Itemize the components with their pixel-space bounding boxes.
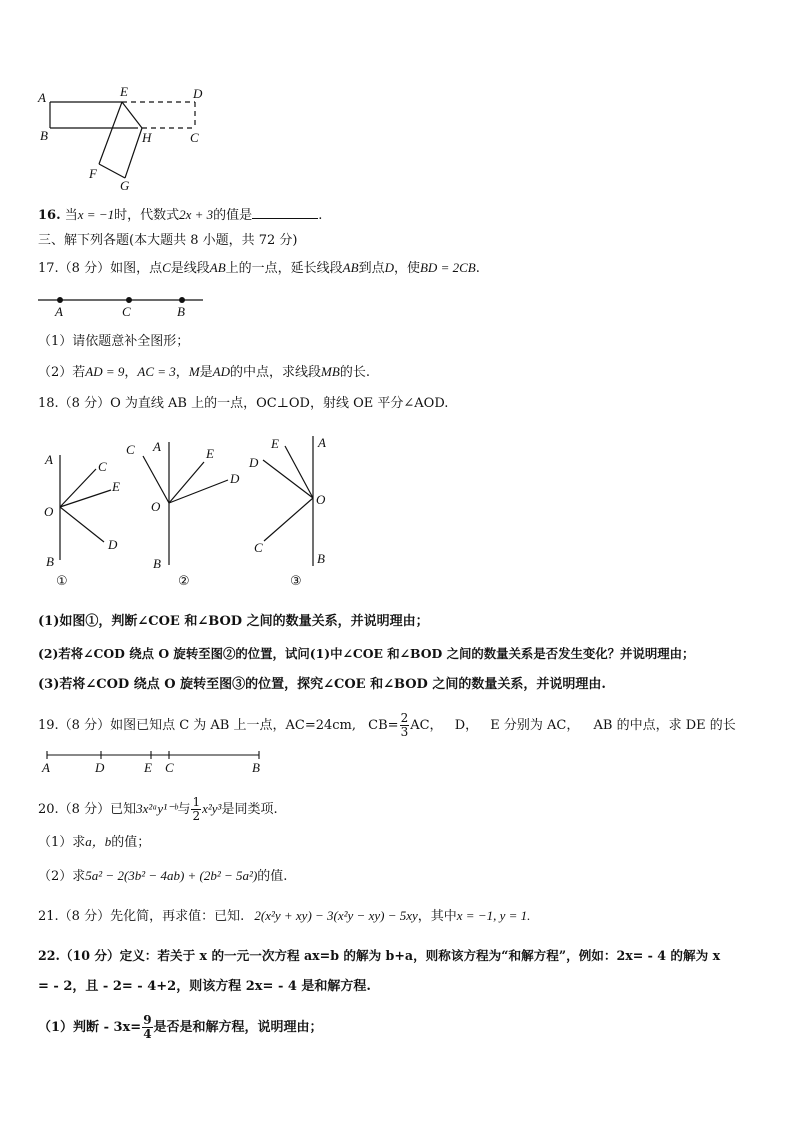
question-21: 21.（8 分）先化简，再求值：已知. 2(x²y + xy) − 3(x²y − xy) − 5xy，其中x = −1, y = 1. xyxy=(38,908,531,924)
label-H: H xyxy=(142,130,152,145)
question-17: 17.（8 分）如图，点C是线段AB上的一点，延长线段AB到点D，使BD = 2CB. xyxy=(38,260,480,276)
label-F: F xyxy=(89,166,97,181)
question-20: 20.（8 分）已知3x²ᵃy¹⁻ᵇ与 $\frac{1}{2}$ x²y³是同类项. xyxy=(38,795,278,823)
section-heading: 三、解下列各题(本大题共 8 小题，共 72 分) xyxy=(38,233,298,248)
fraction-1-2: $\frac{1}{2}$ xyxy=(192,795,201,823)
question-18: 18.（8 分）O 为直线 AB 上的一点，OC⊥OD，射线 OE 平分∠AOD. xyxy=(38,396,449,411)
f3-label-A: A xyxy=(318,435,326,450)
f2-label-E: E xyxy=(206,446,214,461)
q17-label-A: A xyxy=(55,304,63,319)
f2-label-C: C xyxy=(126,442,135,457)
f2-label-B: B xyxy=(153,556,161,571)
f1-label-C: C xyxy=(98,459,107,474)
label-E: E xyxy=(120,84,128,99)
question-22-line1: 22.（10 分）定义：若关于 x 的一元一次方程 ax=b 的解为 b+a，则称该方程为“和解方程”，例如：2x= - 4 的解为 x xyxy=(38,948,721,963)
q19-label-E: E xyxy=(144,760,152,775)
question-19: 19.（8 分）如图已知点 C 为 AB 上一点，AC=24cm, CB= $\frac{2}{3}$ AC， D， E 分别为 AC， AB 的中点，求 DE 的长 xyxy=(38,711,736,739)
q18-part2: (2)若将∠COD 绕点 O 旋转至图②的位置，试问(1)中∠COE 和∠BOD 之间的数量关系是否发生变化？并说明理由； xyxy=(38,646,695,661)
q19-label-D: D xyxy=(95,760,105,775)
figure-1-number: ① xyxy=(56,574,68,589)
q18-part3: (3)若将∠COD 绕点 O 旋转至图③的位置，探究∠COE 和∠BOD 之间的数量关系，并说明理由. xyxy=(38,677,606,692)
question-16: 16. 当x = −1时，代数式2x + 3的值是 . xyxy=(38,207,323,223)
f3-label-O: O xyxy=(316,492,326,507)
q17-part1: （1）请依题意补全图形； xyxy=(38,334,190,349)
q18-part1: (1)如图①，判断∠COE 和∠BOD 之间的数量关系，并说明理由； xyxy=(38,614,429,629)
q17-label-C: C xyxy=(122,304,131,319)
f2-label-O: O xyxy=(151,499,161,514)
fraction-9-4: $\frac{9}{4}$ xyxy=(143,1013,152,1041)
q19-label-B: B xyxy=(252,760,260,775)
figure-3-number: ③ xyxy=(290,574,302,589)
f3-label-B: B xyxy=(317,551,325,566)
label-B: B xyxy=(40,128,48,143)
label-C: C xyxy=(190,130,199,145)
fraction-2-3: $\frac{2}{3}$ xyxy=(400,711,409,739)
f1-label-O: O xyxy=(44,504,54,519)
figure-2-number: ② xyxy=(178,574,190,589)
f1-label-A: A xyxy=(45,452,53,467)
f3-label-C: C xyxy=(254,540,263,555)
f1-label-B: B xyxy=(46,554,54,569)
label-D: D xyxy=(193,86,203,101)
question-22-line2: = - 2，且 - 2= - 4+2，则该方程 2x= - 4 是和解方程. xyxy=(38,979,371,994)
q19-label-C: C xyxy=(165,760,174,775)
f3-label-E: E xyxy=(271,436,279,451)
q17-part2: （2）若AD = 9，AC = 3，M是AD的中点，求线段MB的长. xyxy=(38,364,370,380)
f2-label-D: D xyxy=(230,471,240,486)
f1-label-D: D xyxy=(108,537,118,552)
q19-label-A: A xyxy=(42,760,50,775)
label-A: A xyxy=(38,90,46,105)
f1-label-E: E xyxy=(112,479,120,494)
q20-part2: （2）求5a² − 2(3b² − 4ab) + (2b² − 5a²)的值. xyxy=(38,868,288,884)
label-G: G xyxy=(120,178,130,193)
q20-part1: （1）求a，b的值； xyxy=(38,834,151,850)
f3-label-D: D xyxy=(249,455,259,470)
q22-part1: （1）判断 - 3x= $\frac{9}{4}$ 是否是和解方程，说明理由； xyxy=(38,1013,323,1041)
q17-label-B: B xyxy=(177,304,185,319)
f2-label-A: A xyxy=(153,439,161,454)
